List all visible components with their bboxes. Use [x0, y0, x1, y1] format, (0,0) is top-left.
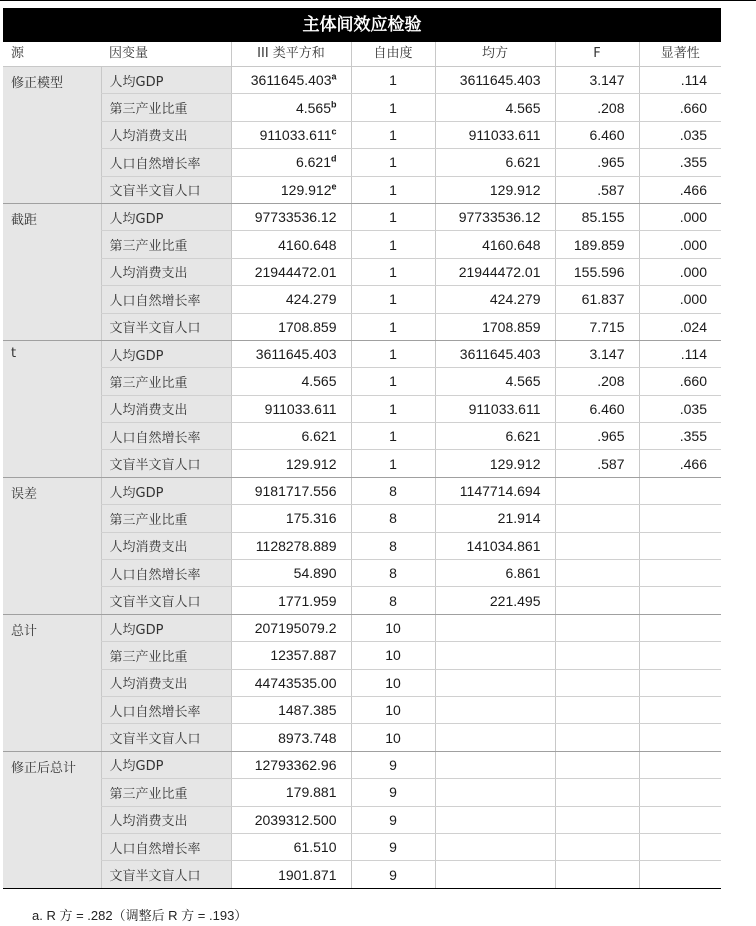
dependent-variable-cell: 人均GDP [101, 751, 231, 778]
f-cell [555, 724, 639, 751]
df-cell: 8 [351, 477, 435, 504]
dependent-variable-cell: 第三产业比重 [101, 505, 231, 532]
sig-cell [639, 614, 721, 641]
df-cell: 8 [351, 505, 435, 532]
table-row [3, 861, 721, 888]
type3-ss-cell [231, 67, 351, 94]
mean-square-cell: 1147714.694 [435, 477, 555, 504]
type3-ss-value: 97733536.12 [254, 209, 337, 226]
df-cell: 10 [351, 724, 435, 751]
df-cell: 1 [351, 203, 435, 230]
type3-ss-value: 21944472.01 [254, 263, 337, 280]
table-row [3, 203, 721, 230]
sig-cell [639, 669, 721, 696]
type3-ss-value: 207195079.2 [254, 620, 337, 636]
df-cell: 1 [351, 340, 435, 367]
df-cell: 8 [351, 587, 435, 614]
header-df: 自由度 [351, 42, 435, 67]
dependent-variable-cell: 人均消费支出 [101, 806, 231, 833]
sig-cell: .024 [639, 313, 721, 340]
mean-square-cell [435, 861, 555, 888]
type3-ss-cell [231, 121, 351, 148]
type3-ss-value: 6.621 [295, 154, 331, 171]
table-row [3, 395, 721, 422]
source-cell: t [3, 340, 101, 477]
header-source: 源 [3, 42, 101, 67]
header-mean-square: 均方 [435, 42, 555, 67]
table-row [3, 833, 721, 860]
df-cell: 10 [351, 642, 435, 669]
dependent-variable-cell: 人均GDP [101, 203, 231, 230]
f-cell [555, 614, 639, 641]
sig-cell [639, 696, 721, 723]
table-row [3, 724, 721, 751]
dependent-variable-cell: 第三产业比重 [101, 642, 231, 669]
dependent-variable-cell: 人均消费支出 [101, 121, 231, 148]
type3-ss-cell [231, 861, 351, 888]
mean-square-cell: 424.279 [435, 286, 555, 313]
mean-square-cell [435, 833, 555, 860]
source-cell: 修正模型 [3, 67, 101, 204]
type3-ss-cell [231, 833, 351, 860]
type3-ss-value: 129.912 [280, 181, 332, 198]
dependent-variable-cell: 文盲半文盲人口 [101, 313, 231, 340]
type3-ss-cell [231, 532, 351, 559]
type3-ss-value: 175.316 [285, 510, 337, 527]
df-cell: 1 [351, 450, 435, 477]
mean-square-cell: 129.912 [435, 450, 555, 477]
mean-square-cell: 4.565 [435, 94, 555, 121]
table-row [3, 67, 721, 94]
df-cell: 1 [351, 121, 435, 148]
dependent-variable-cell: 人均GDP [101, 67, 231, 94]
header-type3-ss: III 类平方和 [231, 42, 351, 67]
type3-ss-value: 4.565 [295, 99, 331, 116]
sig-cell [639, 642, 721, 669]
type3-ss-value: 911033.611 [264, 400, 337, 417]
dependent-variable-cell: 人均GDP [101, 614, 231, 641]
dependent-variable-cell: 第三产业比重 [101, 231, 231, 258]
anova-table-container [3, 42, 721, 889]
mean-square-cell: 21944472.01 [435, 258, 555, 285]
f-cell: 189.859 [555, 231, 639, 258]
table-row [3, 176, 721, 203]
mean-square-cell: 1708.859 [435, 313, 555, 340]
mean-square-cell: 141034.861 [435, 532, 555, 559]
type3-ss-cell [231, 642, 351, 669]
dependent-variable-cell: 文盲半文盲人口 [101, 861, 231, 888]
type3-ss-value: 3611645.403 [255, 346, 337, 363]
type3-ss-cell [231, 423, 351, 450]
type3-ss-value: 1128278.889 [255, 537, 337, 554]
df-cell: 1 [351, 258, 435, 285]
table-row [3, 368, 721, 395]
type3-ss-cell [231, 477, 351, 504]
df-cell: 1 [351, 313, 435, 340]
mean-square-cell: 4160.648 [435, 231, 555, 258]
mean-square-cell [435, 806, 555, 833]
footnote-marker: a [331, 71, 337, 82]
table-row [3, 505, 721, 532]
f-cell [555, 779, 639, 806]
type3-ss-value: 911033.611 [259, 126, 332, 143]
type3-ss-value: 4160.648 [278, 236, 337, 253]
mean-square-cell: 97733536.12 [435, 203, 555, 230]
dependent-variable-cell: 人均消费支出 [101, 395, 231, 422]
mean-square-cell [435, 779, 555, 806]
header-f: F [555, 42, 639, 67]
header-dependent-variable: 因变量 [101, 42, 231, 67]
type3-ss-cell [231, 696, 351, 723]
df-cell: 1 [351, 67, 435, 94]
f-cell [555, 669, 639, 696]
dependent-variable-cell: 人口自然增长率 [101, 833, 231, 860]
footnote: a. R 方 = .282（调整后 R 方 = .193） [32, 908, 248, 923]
type3-ss-value: 12357.887 [270, 647, 337, 664]
type3-ss-cell [231, 587, 351, 614]
dependent-variable-cell: 文盲半文盲人口 [101, 176, 231, 203]
dependent-variable-cell: 人均GDP [101, 477, 231, 504]
table-row [3, 806, 721, 833]
mean-square-cell: 911033.611 [435, 395, 555, 422]
df-cell: 9 [351, 806, 435, 833]
dependent-variable-cell: 人均消费支出 [101, 669, 231, 696]
sig-cell [639, 806, 721, 833]
table-body [3, 67, 721, 889]
dependent-variable-cell: 人口自然增长率 [101, 560, 231, 587]
sig-cell: .000 [639, 231, 721, 258]
dependent-variable-cell: 第三产业比重 [101, 94, 231, 121]
table-row [3, 340, 721, 367]
type3-ss-value: 424.279 [285, 291, 337, 308]
type3-ss-value: 61.510 [293, 839, 337, 856]
table-row [3, 587, 721, 614]
mean-square-cell [435, 669, 555, 696]
df-cell: 8 [351, 560, 435, 587]
f-cell: .587 [555, 450, 639, 477]
df-cell: 9 [351, 861, 435, 888]
df-cell: 10 [351, 696, 435, 723]
f-cell: .965 [555, 423, 639, 450]
df-cell: 1 [351, 395, 435, 422]
table-row [3, 477, 721, 504]
dependent-variable-cell: 人口自然增长率 [101, 696, 231, 723]
type3-ss-cell [231, 505, 351, 532]
mean-square-cell: 3611645.403 [435, 340, 555, 367]
header-row [3, 42, 721, 67]
type3-ss-cell [231, 806, 351, 833]
f-cell: 155.596 [555, 258, 639, 285]
source-cell: 截距 [3, 203, 101, 340]
df-cell: 1 [351, 368, 435, 395]
mean-square-cell: 4.565 [435, 368, 555, 395]
table-row [3, 231, 721, 258]
type3-ss-value: 8973.748 [278, 729, 337, 746]
sig-cell [639, 779, 721, 806]
type3-ss-cell [231, 149, 351, 176]
table-row [3, 532, 721, 559]
df-cell: 9 [351, 779, 435, 806]
mean-square-cell: 6.621 [435, 423, 555, 450]
mean-square-cell: 21.914 [435, 505, 555, 532]
mean-square-cell [435, 642, 555, 669]
type3-ss-value: 179.881 [285, 784, 337, 801]
table-row [3, 614, 721, 641]
type3-ss-value: 6.621 [301, 428, 337, 445]
type3-ss-cell [231, 669, 351, 696]
top-border-line [0, 0, 756, 1]
table-row [3, 779, 721, 806]
sig-cell [639, 505, 721, 532]
f-cell [555, 806, 639, 833]
type3-ss-value: 1901.871 [278, 866, 337, 883]
df-cell: 1 [351, 176, 435, 203]
f-cell: 3.147 [555, 340, 639, 367]
table-row [3, 669, 721, 696]
f-cell: 85.155 [555, 203, 639, 230]
df-cell: 1 [351, 286, 435, 313]
sig-cell [639, 833, 721, 860]
df-cell: 9 [351, 751, 435, 778]
type3-ss-cell [231, 203, 351, 230]
dependent-variable-cell: 第三产业比重 [101, 779, 231, 806]
footnote-marker: e [331, 181, 337, 192]
table-row [3, 149, 721, 176]
f-cell: .208 [555, 94, 639, 121]
dependent-variable-cell: 人均消费支出 [101, 532, 231, 559]
type3-ss-cell [231, 560, 351, 587]
f-cell [555, 696, 639, 723]
f-cell: 3.147 [555, 67, 639, 94]
f-cell [555, 587, 639, 614]
type3-ss-cell [231, 450, 351, 477]
f-cell: 6.460 [555, 121, 639, 148]
df-cell: 1 [351, 231, 435, 258]
header-sig: 显著性 [639, 42, 721, 67]
dependent-variable-cell: 人均消费支出 [101, 258, 231, 285]
type3-ss-cell [231, 779, 351, 806]
type3-ss-value: 44743535.00 [254, 674, 337, 691]
type3-ss-value: 3611645.403 [250, 72, 332, 89]
dependent-variable-cell: 人口自然增长率 [101, 286, 231, 313]
mean-square-cell: 129.912 [435, 176, 555, 203]
type3-ss-cell [231, 94, 351, 121]
type3-ss-cell [231, 340, 351, 367]
df-cell: 8 [351, 532, 435, 559]
f-cell [555, 532, 639, 559]
sig-cell: .355 [639, 423, 721, 450]
source-cell: 修正后总计 [3, 751, 101, 888]
dependent-variable-cell: 人均GDP [101, 340, 231, 367]
sig-cell: .000 [639, 258, 721, 285]
mean-square-cell [435, 751, 555, 778]
sig-cell: .035 [639, 395, 721, 422]
f-cell [555, 751, 639, 778]
dependent-variable-cell: 文盲半文盲人口 [101, 724, 231, 751]
type3-ss-cell [231, 176, 351, 203]
type3-ss-value: 9181717.556 [254, 483, 337, 500]
tests-of-between-subjects-effects-table [3, 42, 721, 889]
source-cell: 误差 [3, 477, 101, 614]
sig-cell: .355 [639, 149, 721, 176]
mean-square-cell: 3611645.403 [435, 67, 555, 94]
type3-ss-value: 54.890 [293, 565, 337, 582]
sig-cell [639, 861, 721, 888]
f-cell: 7.715 [555, 313, 639, 340]
table-row [3, 121, 721, 148]
type3-ss-value: 1771.959 [278, 592, 337, 609]
type3-ss-cell [231, 751, 351, 778]
mean-square-cell: 6.621 [435, 149, 555, 176]
type3-ss-cell [231, 313, 351, 340]
f-cell: .208 [555, 368, 639, 395]
type3-ss-cell [231, 724, 351, 751]
mean-square-cell: 6.861 [435, 560, 555, 587]
type3-ss-cell [231, 395, 351, 422]
dependent-variable-cell: 文盲半文盲人口 [101, 450, 231, 477]
df-cell: 10 [351, 614, 435, 641]
sig-cell [639, 751, 721, 778]
type3-ss-value: 12793362.96 [254, 756, 337, 773]
sig-cell: .000 [639, 286, 721, 313]
table-row [3, 560, 721, 587]
f-cell [555, 505, 639, 532]
sig-cell [639, 587, 721, 614]
sig-cell: .114 [639, 340, 721, 367]
table-row [3, 258, 721, 285]
dependent-variable-cell: 人口自然增长率 [101, 149, 231, 176]
sig-cell: .000 [639, 203, 721, 230]
mean-square-cell [435, 696, 555, 723]
f-cell [555, 861, 639, 888]
footnote-marker: d [331, 153, 337, 164]
sig-cell: .114 [639, 67, 721, 94]
f-cell [555, 477, 639, 504]
f-cell: 61.837 [555, 286, 639, 313]
dependent-variable-cell: 第三产业比重 [101, 368, 231, 395]
type3-ss-value: 129.912 [285, 455, 337, 472]
type3-ss-value: 2039312.500 [254, 811, 337, 828]
f-cell [555, 833, 639, 860]
dependent-variable-cell: 人口自然增长率 [101, 423, 231, 450]
type3-ss-cell [231, 286, 351, 313]
type3-ss-cell [231, 231, 351, 258]
table-row [3, 286, 721, 313]
sig-cell: .466 [639, 450, 721, 477]
mean-square-cell: 221.495 [435, 587, 555, 614]
source-cell: 总计 [3, 614, 101, 751]
table-row [3, 450, 721, 477]
df-cell: 1 [351, 94, 435, 121]
type3-ss-value: 1487.385 [278, 702, 337, 719]
type3-ss-cell [231, 614, 351, 641]
sig-cell [639, 477, 721, 504]
table-row [3, 423, 721, 450]
footnote-marker: c [331, 126, 337, 137]
df-cell: 10 [351, 669, 435, 696]
sig-cell [639, 560, 721, 587]
f-cell [555, 560, 639, 587]
footnote-marker: b [331, 98, 337, 109]
df-cell: 1 [351, 149, 435, 176]
sig-cell [639, 532, 721, 559]
table-row [3, 642, 721, 669]
df-cell: 9 [351, 833, 435, 860]
sig-cell [639, 724, 721, 751]
dependent-variable-cell: 文盲半文盲人口 [101, 587, 231, 614]
f-cell: 6.460 [555, 395, 639, 422]
type3-ss-cell [231, 368, 351, 395]
table-row [3, 313, 721, 340]
sig-cell: .660 [639, 368, 721, 395]
table-title: 主体间效应检验 [3, 8, 721, 42]
f-cell: .587 [555, 176, 639, 203]
mean-square-cell [435, 614, 555, 641]
mean-square-cell: 911033.611 [435, 121, 555, 148]
table-row [3, 94, 721, 121]
sig-cell: .660 [639, 94, 721, 121]
f-cell: .965 [555, 149, 639, 176]
type3-ss-value: 1708.859 [278, 318, 337, 335]
table-row [3, 751, 721, 778]
df-cell: 1 [351, 423, 435, 450]
sig-cell: .466 [639, 176, 721, 203]
f-cell [555, 642, 639, 669]
type3-ss-value: 4.565 [301, 373, 337, 390]
table-row [3, 696, 721, 723]
type3-ss-cell [231, 258, 351, 285]
mean-square-cell [435, 724, 555, 751]
sig-cell: .035 [639, 121, 721, 148]
